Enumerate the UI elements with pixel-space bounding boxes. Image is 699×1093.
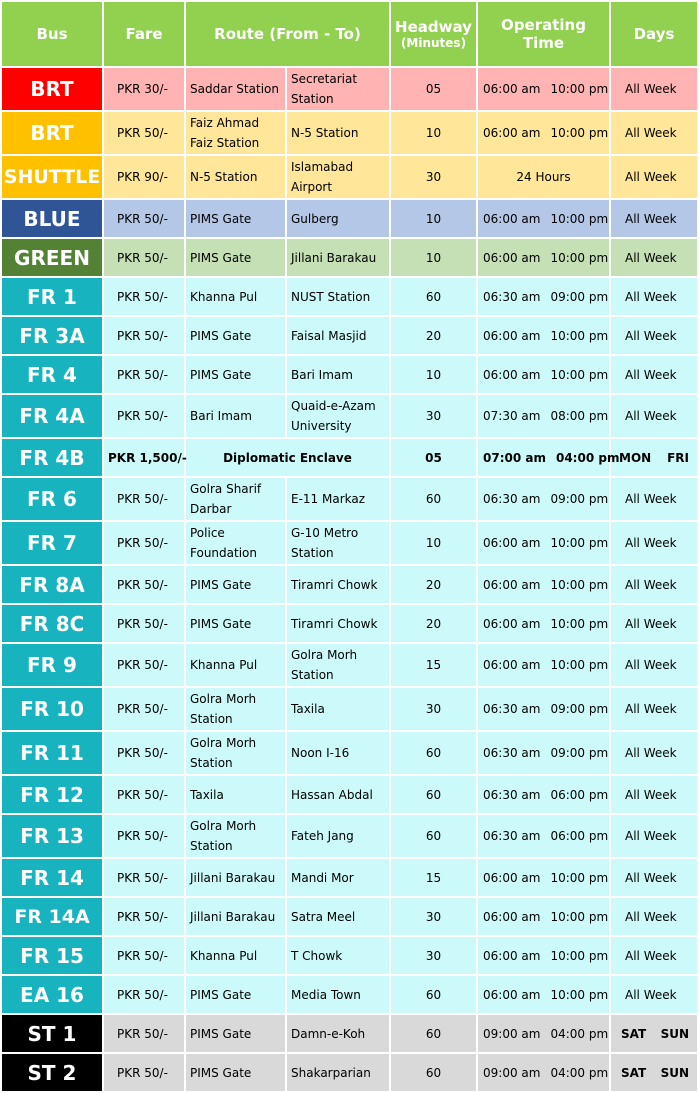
headway-value: 60 [390, 1014, 477, 1053]
operating-time [477, 897, 610, 936]
end-time: 10:00 pm [550, 328, 609, 343]
fare-value: PKR 90/- [103, 155, 185, 199]
route-from: Khanna Pul [185, 277, 286, 316]
route-to: Hassan Abdal [286, 775, 390, 814]
end-time: 10:00 pm [550, 367, 609, 382]
route-to: Damn-e-Koh [286, 1014, 390, 1053]
fare-value: PKR 50/- [103, 731, 185, 775]
headway-value: 20 [390, 565, 477, 604]
header-row [1, 1, 698, 67]
days-value: All Week [610, 565, 698, 604]
fare-value: PKR 30/- [103, 67, 185, 111]
start-time: 06:00 am [483, 126, 541, 140]
operating-time [477, 355, 610, 394]
table-row [1, 731, 698, 775]
days-value: All Week [610, 936, 698, 975]
fare-value: PKR 50/- [103, 477, 185, 521]
fare-value: PKR 50/- [103, 687, 185, 731]
route-from: Taxila [185, 775, 286, 814]
route-from: PIMS Gate [185, 1014, 286, 1053]
bus-name: FR 9 [1, 643, 103, 687]
headway-value: 30 [390, 394, 477, 438]
table-row [1, 111, 698, 155]
end-time: 10:00 pm [550, 126, 609, 140]
end-time: 09:00 pm [550, 289, 609, 304]
table-row [1, 477, 698, 521]
route-from: Police Foundation [185, 521, 286, 565]
days-value: All Week [610, 521, 698, 565]
header-headway [390, 1, 477, 67]
route-from: Khanna Pul [185, 643, 286, 687]
route-from: PIMS Gate [185, 355, 286, 394]
route-to: E-11 Markaz [286, 477, 390, 521]
route-to: Tiramri Chowk [286, 604, 390, 643]
headway-value: 30 [390, 687, 477, 731]
bus-name: FR 4B [1, 438, 103, 477]
start-time: 06:30 am [483, 289, 541, 304]
days-value [610, 1053, 698, 1092]
fare-value: PKR 50/- [103, 814, 185, 858]
end-time: 10:00 pm [550, 536, 609, 550]
operating-time [477, 199, 610, 238]
start-time: 06:30 am [483, 746, 541, 760]
fare-value: PKR 50/- [103, 897, 185, 936]
table-row [1, 155, 698, 199]
headway-value: 60 [390, 477, 477, 521]
route-from: Jillani Barakau [185, 897, 286, 936]
table-row [1, 936, 698, 975]
operating-time [477, 936, 610, 975]
days-value: All Week [610, 643, 698, 687]
start-time: 06:00 am [483, 328, 541, 343]
header-headway-unit: (Minutes) [400, 36, 467, 50]
start-time: 06:00 am [483, 909, 541, 924]
start-time: 06:30 am [483, 492, 541, 506]
end-time: 04:00 pm [550, 1026, 609, 1041]
headway-value: 60 [390, 975, 477, 1014]
table-row [1, 67, 698, 111]
fare-value: PKR 50/- [103, 604, 185, 643]
days-value: All Week [610, 238, 698, 277]
headway-value: 60 [390, 814, 477, 858]
start-time: 06:00 am [483, 658, 541, 672]
headway-value: 60 [390, 731, 477, 775]
operating-time [477, 394, 610, 438]
bus-name: FR 14 [1, 858, 103, 897]
headway-value: 30 [390, 897, 477, 936]
route-to: G-10 Metro Station [286, 521, 390, 565]
fare-value: PKR 50/- [103, 521, 185, 565]
headway-value: 20 [390, 604, 477, 643]
headway-value: 60 [390, 1053, 477, 1092]
end-time: 10:00 pm [550, 616, 609, 631]
bus-name: FR 1 [1, 277, 103, 316]
route-from: Golra Morh Station [185, 814, 286, 858]
operating-time [477, 316, 610, 355]
route-from: Saddar Station [185, 67, 286, 111]
start-time: 06:00 am [483, 82, 541, 96]
header-fare: Fare [103, 1, 185, 67]
start-time: 07:30 am [483, 409, 541, 423]
start-time: 09:00 am [483, 1026, 541, 1041]
operating-time [477, 604, 610, 643]
fare-value: PKR 50/- [103, 238, 185, 277]
start-time: 06:00 am [483, 250, 541, 265]
table-row [1, 643, 698, 687]
day-end: SUN [660, 1026, 689, 1041]
headway-value: 60 [390, 775, 477, 814]
start-time: 06:30 am [483, 787, 541, 802]
route-from: N-5 Station [185, 155, 286, 199]
days-value: All Week [610, 355, 698, 394]
start-time: 09:00 am [483, 1065, 541, 1080]
headway-value: 15 [390, 643, 477, 687]
start-time: 06:00 am [483, 948, 541, 963]
headway-value: 60 [390, 277, 477, 316]
fare-value: PKR 50/- [103, 1053, 185, 1092]
headway-value: 10 [390, 111, 477, 155]
header-operating-time: Operating Time [477, 1, 610, 67]
end-time: 10:00 pm [550, 948, 609, 963]
route-to: Islamabad Airport [286, 155, 390, 199]
bus-name: BRT [1, 67, 103, 111]
fare-value: PKR 50/- [103, 565, 185, 604]
fare-value: PKR 50/- [103, 355, 185, 394]
header-bus: Bus [1, 1, 103, 67]
route-from: PIMS Gate [185, 565, 286, 604]
day-start: SAT [621, 1065, 647, 1080]
bus-name: EA 16 [1, 975, 103, 1014]
operating-time [477, 111, 610, 155]
start-time: 06:00 am [483, 577, 541, 592]
end-time: 10:00 pm [550, 250, 609, 265]
fare-value: PKR 50/- [103, 643, 185, 687]
days-value: All Week [610, 67, 698, 111]
route-from: PIMS Gate [185, 238, 286, 277]
end-time: 10:00 pm [550, 987, 609, 1002]
route-to: Bari Imam [286, 355, 390, 394]
table-row [1, 1053, 698, 1092]
table-row [1, 604, 698, 643]
start-time: 06:00 am [483, 536, 541, 550]
route-from: Faiz Ahmad Faiz Station [185, 111, 286, 155]
route-to: Tiramri Chowk [286, 565, 390, 604]
day-end: SUN [660, 1065, 689, 1080]
header-days: Days [610, 1, 698, 67]
days-value: All Week [610, 199, 698, 238]
route-from: PIMS Gate [185, 316, 286, 355]
operating-time [477, 643, 610, 687]
table-row [1, 814, 698, 858]
start-time: 06:30 am [483, 829, 541, 843]
operating-time [477, 975, 610, 1014]
operating-time [477, 277, 610, 316]
table-row [1, 394, 698, 438]
table-row [1, 775, 698, 814]
days-value: All Week [610, 316, 698, 355]
route-to: T Chowk [286, 936, 390, 975]
route-to: Secretariat Station [286, 67, 390, 111]
bus-name: FR 11 [1, 731, 103, 775]
route-to: Fateh Jang [286, 814, 390, 858]
route-from: Golra Morh Station [185, 731, 286, 775]
route-to: N-5 Station [286, 111, 390, 155]
bus-name: FR 14A [1, 897, 103, 936]
bus-name: ST 1 [1, 1014, 103, 1053]
operating-time [477, 775, 610, 814]
headway-value: 05 [390, 438, 477, 477]
table-row [1, 355, 698, 394]
route-to: Mandi Mor [286, 858, 390, 897]
start-time: 06:00 am [483, 616, 541, 631]
days-value: All Week [610, 394, 698, 438]
route-to: Satra Meel [286, 897, 390, 936]
end-time: 10:00 pm [550, 909, 609, 924]
days-value: All Week [610, 975, 698, 1014]
fare-value: PKR 1,500/- [103, 438, 185, 477]
fare-value: PKR 50/- [103, 975, 185, 1014]
headway-value: 30 [390, 155, 477, 199]
days-value [610, 438, 698, 477]
end-time: 10:00 pm [550, 658, 609, 672]
route-to: NUST Station [286, 277, 390, 316]
bus-name: GREEN [1, 238, 103, 277]
bus-name: SHUTTLE [1, 155, 103, 199]
fare-value: PKR 50/- [103, 775, 185, 814]
end-time: 10:00 pm [550, 211, 609, 226]
days-value: All Week [610, 604, 698, 643]
route-from: PIMS Gate [185, 199, 286, 238]
route-from: Khanna Pul [185, 936, 286, 975]
days-value: All Week [610, 814, 698, 858]
route-from: PIMS Gate [185, 604, 286, 643]
route-to: Gulberg [286, 199, 390, 238]
end-time: 08:00 pm [550, 409, 609, 423]
table-row [1, 316, 698, 355]
route-to: Noon I-16 [286, 731, 390, 775]
bus-name: FR 4A [1, 394, 103, 438]
operating-time [477, 67, 610, 111]
route-to: Faisal Masjid [286, 316, 390, 355]
days-value: All Week [610, 687, 698, 731]
days-value: All Week [610, 111, 698, 155]
fare-value: PKR 50/- [103, 858, 185, 897]
operating-time [477, 521, 610, 565]
operating-time [477, 814, 610, 858]
route-from: Bari Imam [185, 394, 286, 438]
route-to: Jillani Barakau [286, 238, 390, 277]
header-headway-label: Headway [395, 18, 472, 36]
days-value: All Week [610, 775, 698, 814]
days-value [610, 1014, 698, 1053]
route-value: Diplomatic Enclave [185, 438, 390, 477]
route-to: Taxila [286, 687, 390, 731]
fare-value: PKR 50/- [103, 936, 185, 975]
bus-name: FR 8A [1, 565, 103, 604]
end-time: 04:00 pm [550, 1065, 609, 1080]
headway-value: 20 [390, 316, 477, 355]
operating-time [477, 858, 610, 897]
operating-time [477, 1014, 610, 1053]
start-time: 06:00 am [483, 211, 541, 226]
route-to: Quaid-e-Azam University [286, 394, 390, 438]
days-value: All Week [610, 155, 698, 199]
table-row [1, 238, 698, 277]
route-from: Jillani Barakau [185, 858, 286, 897]
fare-value: PKR 50/- [103, 1014, 185, 1053]
start-time: 06:30 am [483, 702, 541, 716]
bus-name: FR 3A [1, 316, 103, 355]
fare-value: PKR 50/- [103, 394, 185, 438]
start-time: 06:00 am [483, 367, 541, 382]
end-time: 06:00 pm [550, 829, 609, 843]
headway-value: 15 [390, 858, 477, 897]
bus-name: FR 8C [1, 604, 103, 643]
fare-value: PKR 50/- [103, 316, 185, 355]
route-to: Shakarparian [286, 1053, 390, 1092]
day-start: MON [619, 450, 652, 465]
end-time: 04:00 pm [555, 450, 620, 465]
operating-time [477, 731, 610, 775]
headway-value: 10 [390, 238, 477, 277]
header-route: Route (From - To) [185, 1, 390, 67]
bus-name: FR 13 [1, 814, 103, 858]
fare-value: PKR 50/- [103, 111, 185, 155]
day-start: SAT [621, 1026, 647, 1041]
bus-name: FR 12 [1, 775, 103, 814]
start-time: 07:00 am [483, 450, 546, 465]
bus-name: BLUE [1, 199, 103, 238]
end-time: 09:00 pm [550, 746, 609, 760]
table-row [1, 565, 698, 604]
headway-value: 10 [390, 199, 477, 238]
route-from: Golra Sharif Darbar [185, 477, 286, 521]
day-end: FRI [667, 450, 689, 465]
operating-time: 24 Hours [477, 155, 610, 199]
end-time: 10:00 pm [550, 870, 609, 885]
bus-name: FR 15 [1, 936, 103, 975]
table-row [1, 897, 698, 936]
end-time: 06:00 pm [550, 787, 609, 802]
headway-value: 30 [390, 936, 477, 975]
fare-value: PKR 50/- [103, 277, 185, 316]
headway-value: 10 [390, 521, 477, 565]
bus-name: FR 10 [1, 687, 103, 731]
end-time: 10:00 pm [550, 577, 609, 592]
operating-time [477, 238, 610, 277]
operating-time [477, 438, 620, 477]
route-to: Media Town [286, 975, 390, 1014]
fare-value: PKR 50/- [103, 199, 185, 238]
end-time: 09:00 pm [550, 702, 609, 716]
table-row [1, 277, 698, 316]
route-to: Golra Morh Station [286, 643, 390, 687]
route-from: PIMS Gate [185, 975, 286, 1014]
days-value: All Week [610, 858, 698, 897]
table-row [1, 687, 698, 731]
table-row [1, 1014, 698, 1053]
table-row [1, 438, 698, 477]
route-from: PIMS Gate [185, 1053, 286, 1092]
operating-time [477, 687, 610, 731]
operating-time [477, 1053, 610, 1092]
route-from: Golra Morh Station [185, 687, 286, 731]
bus-name: FR 4 [1, 355, 103, 394]
end-time: 10:00 pm [550, 82, 609, 96]
table-row [1, 521, 698, 565]
end-time: 09:00 pm [550, 492, 609, 506]
bus-name: ST 2 [1, 1053, 103, 1092]
days-value: All Week [610, 897, 698, 936]
table-row [1, 858, 698, 897]
table-row [1, 975, 698, 1014]
table-row [1, 199, 698, 238]
start-time: 06:00 am [483, 870, 541, 885]
headway-value: 05 [390, 67, 477, 111]
operating-time [477, 565, 610, 604]
operating-time [477, 477, 610, 521]
headway-value: 10 [390, 355, 477, 394]
bus-name: FR 7 [1, 521, 103, 565]
start-time: 06:00 am [483, 987, 541, 1002]
days-value: All Week [610, 731, 698, 775]
bus-name: FR 6 [1, 477, 103, 521]
bus-name: BRT [1, 111, 103, 155]
days-value: All Week [610, 277, 698, 316]
days-value: All Week [610, 477, 698, 521]
